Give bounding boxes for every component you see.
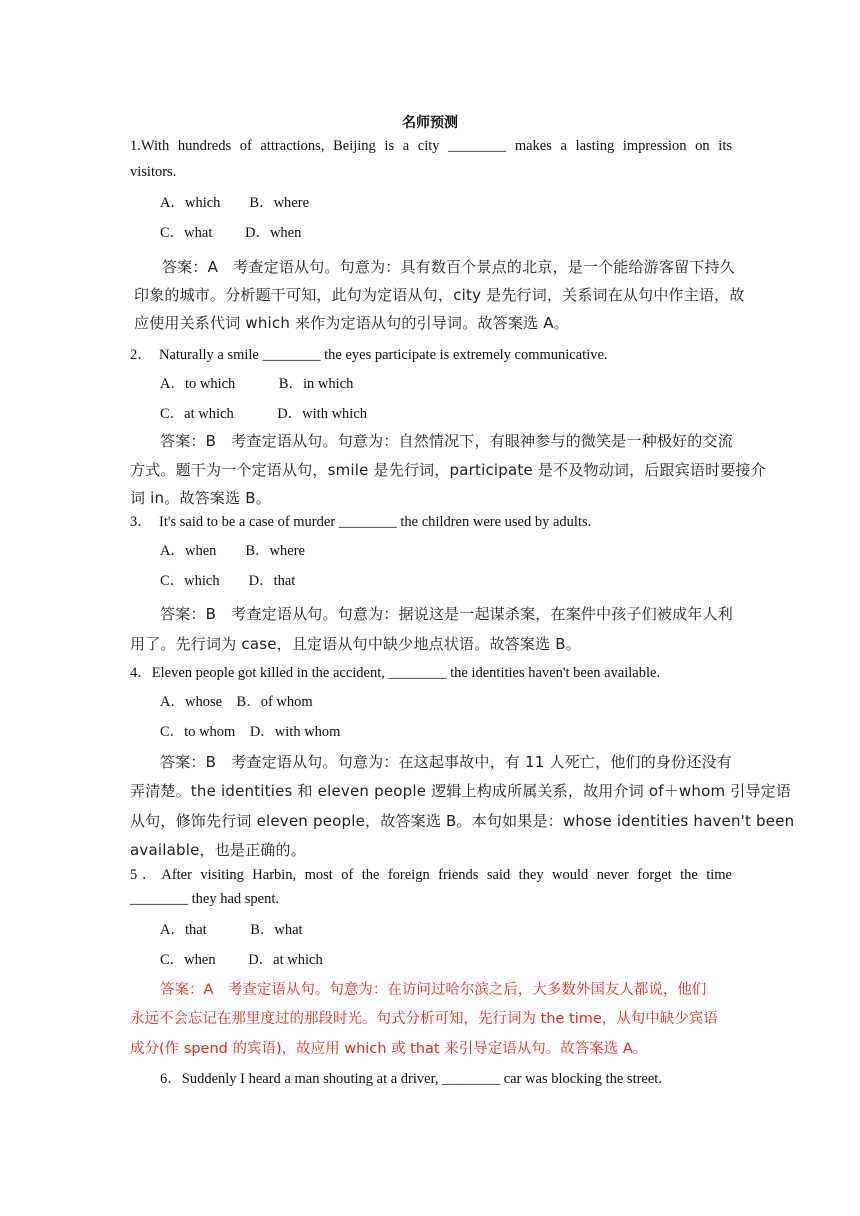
- question-5-answer-line1: 答案：A 考查定语从句。句意为：在访问过哈尔滨之后，大多数外国友人都说，他们: [160, 982, 707, 998]
- question-2-answer-line3: 词 in。故答案选 B。: [130, 489, 271, 507]
- question-4-answer-line4: available，也是正确的。: [130, 841, 306, 859]
- question-5-options-row2: C．when D．at which: [160, 952, 323, 968]
- page-title: 名师预测: [402, 115, 458, 131]
- question-1-options-row2: C．what D．when: [160, 225, 302, 241]
- question-1-answer-line2: 印象的城市。分析题干可知，此句为定语从句，city 是先行词，关系词在从句中作主语，故: [134, 286, 745, 304]
- question-2-stem: 2． Naturally a smile ________ the eyes participate is extremely communicative.: [130, 347, 608, 363]
- question-6-stem: 6．Suddenly I heard a man shouting at a driver, ________ car was blocking the street.: [160, 1071, 662, 1087]
- question-5-stem-line1: 5．After visiting Harbin, most of the foreign friends said they would never forget the time: [130, 867, 732, 883]
- question-3-answer-line2: 用了。先行词为 case，且定语从句中缺少地点状语。故答案选 B。: [130, 635, 581, 653]
- question-3-stem: 3． It's said to be a case of murder ________ the children were used by adults.: [130, 514, 592, 530]
- question-2-answer-line2: 方式。题干为一个定语从句，smile 是先行词，participate 是不及物动词，后跟宾语时要接介: [130, 461, 766, 479]
- question-3-options-row2: C．which D．that: [160, 573, 296, 589]
- question-1-stem-line2: visitors.: [130, 164, 177, 180]
- question-4-options-row2: C．to whom D．with whom: [160, 724, 341, 740]
- question-2-options-row2: C．at which D．with which: [160, 406, 368, 422]
- question-5-stem-line2: ________ they had spent.: [130, 891, 280, 907]
- question-4-options-row1: A．whose B．of whom: [160, 694, 313, 710]
- question-1-options-row1: A．which B．where: [160, 195, 309, 211]
- question-5-options-row1: A．that B．what: [160, 922, 303, 938]
- question-3-answer-line1: 答案：B 考查定语从句。句意为：据说这是一起谋杀案，在案件中孩子们被成年人利: [160, 605, 733, 623]
- question-3-options-row1: A．when B．where: [160, 543, 305, 559]
- question-4-answer-line1: 答案：B 考查定语从句。句意为：在这起事故中，有 11 人死亡，他们的身份还没有: [160, 753, 732, 771]
- question-5-answer-line2: 永远不会忘记在那里度过的那段时光。句式分析可知，先行词为 the time，从句中缺少宾语: [130, 1011, 718, 1027]
- question-1-answer-line3: 应使用关系代词 which 来作为定语从句的引导词。故答案选 A。: [134, 314, 569, 332]
- question-1-stem-line1: 1.With hundreds of attractions, Beijing is a city ________ makes a lasting impression on its: [130, 138, 732, 154]
- question-4-answer-line3: 从句，修饰先行词 eleven people，故答案选 B。本句如果是：whose identities haven't been: [130, 812, 795, 830]
- question-1-answer-line1: 答案：A 考查定语从句。句意为：具有数百个景点的北京，是一个能给游客留下持久: [162, 258, 735, 276]
- question-4-stem: 4．Eleven people got killed in the accident, ________ the identities haven't been available.: [130, 665, 661, 681]
- question-4-answer-line2: 弄清楚。the identities 和 eleven people 逻辑上构成所属关系，故用介词 of＋whom 引导定语: [130, 782, 792, 800]
- question-2-options-row1: A．to which B．in which: [160, 376, 354, 392]
- question-5-answer-line3: 成分(作 spend 的宾语)，故应用 which 或 that 来引导定语从句。故答案选 A。: [130, 1041, 648, 1057]
- question-2-answer-line1: 答案：B 考查定语从句。句意为：自然情况下，有眼神参与的微笑是一种极好的交流: [160, 432, 733, 450]
